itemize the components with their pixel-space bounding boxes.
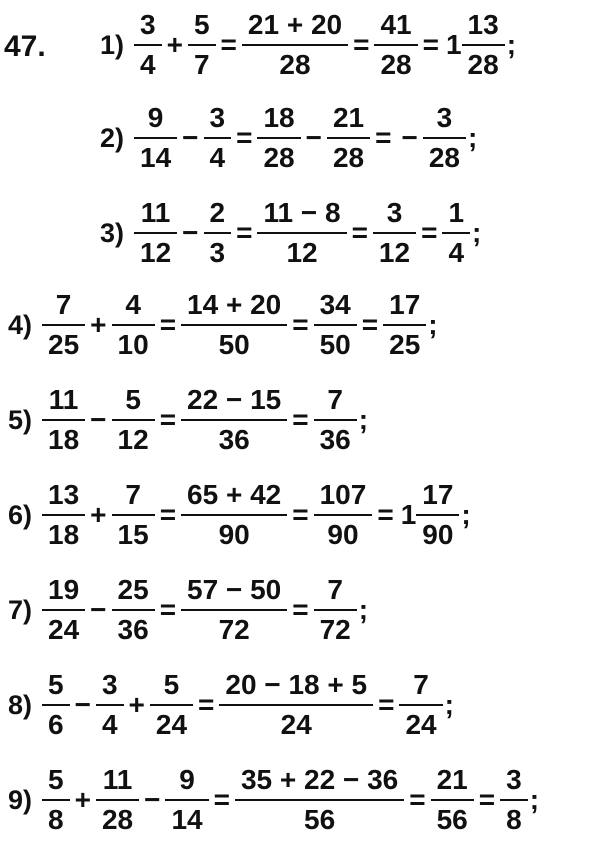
fraction: [260, 104, 297, 172]
denominator: 6: [42, 704, 70, 739]
operator: +: [74, 784, 91, 815]
numerator: 7: [55, 289, 72, 320]
denominator: 8: [500, 799, 528, 834]
operator: =: [351, 217, 368, 248]
numerator: 9: [179, 764, 195, 795]
operator: =: [375, 122, 392, 153]
fraction: [330, 104, 367, 172]
fraction: [184, 576, 284, 644]
operator: =: [159, 404, 177, 435]
operator: =: [409, 784, 426, 815]
equation-label: 2): [100, 122, 125, 153]
mixed-number: [444, 11, 505, 79]
fraction: [317, 481, 370, 549]
fraction: [386, 291, 423, 359]
denominator: 4: [134, 44, 162, 79]
operator: −: [74, 689, 91, 720]
fraction: [465, 11, 502, 79]
operator: =: [292, 499, 309, 530]
fraction: [426, 104, 463, 172]
numerator: 19: [48, 574, 80, 605]
fraction: [184, 386, 284, 454]
equation-row: [8, 475, 471, 555]
denominator: 90: [416, 514, 459, 549]
numerator: 21: [332, 102, 365, 133]
denominator: 18: [42, 419, 85, 454]
problem-number: 47.: [4, 30, 46, 63]
numerator: 5: [163, 669, 180, 700]
operator: =: [421, 217, 438, 248]
operator: =: [220, 29, 237, 60]
denominator: 12: [257, 232, 346, 267]
operator: =: [377, 499, 394, 530]
numerator: 25: [117, 574, 149, 605]
fraction: [137, 11, 159, 79]
denominator: 28: [242, 44, 348, 79]
operator: −: [90, 404, 107, 435]
denominator: 18: [42, 514, 85, 549]
fraction: [45, 386, 82, 454]
numerator: 1: [448, 197, 465, 228]
fraction: [137, 104, 174, 172]
fraction: [317, 291, 354, 359]
numerator: 4: [125, 289, 141, 320]
fraction: [115, 291, 152, 359]
fraction: [45, 576, 82, 644]
denominator: 25: [42, 324, 85, 359]
denominator: 28: [96, 799, 139, 834]
fraction: [45, 766, 67, 834]
fraction: [191, 11, 213, 79]
denominator: 28: [462, 44, 505, 79]
numerator: 7: [413, 669, 429, 700]
operator: =: [292, 309, 309, 340]
equation-row: [8, 760, 539, 840]
fraction: [317, 386, 354, 454]
operator: −: [401, 122, 418, 153]
denominator: 36: [112, 609, 155, 644]
fraction: [99, 671, 121, 739]
operator: −: [182, 217, 199, 248]
fraction: [207, 104, 229, 172]
denominator: 28: [327, 137, 370, 172]
fraction: [222, 671, 370, 739]
fraction: [115, 576, 152, 644]
denominator: 90: [314, 514, 373, 549]
mixed-number: [399, 481, 460, 549]
numerator: 13: [48, 479, 80, 510]
numerator: 5: [125, 384, 141, 415]
semicolon: ;: [461, 499, 471, 530]
operator: =: [361, 309, 379, 340]
numerator: 41: [380, 9, 412, 40]
denominator: 3: [204, 232, 232, 267]
fraction: [99, 766, 136, 834]
operator: =: [159, 499, 177, 530]
operator: =: [353, 29, 370, 60]
equation-label: 4): [8, 309, 33, 340]
numerator: 3: [209, 102, 226, 133]
numerator: 21 + 20: [247, 9, 343, 40]
equation-label: 1): [100, 29, 125, 60]
denominator: 8: [42, 799, 70, 834]
numerator: 5: [193, 9, 210, 40]
fraction: [317, 576, 354, 644]
operator: +: [90, 499, 107, 530]
denominator: 56: [431, 799, 474, 834]
denominator: 50: [314, 324, 357, 359]
numerator: 20 − 18 + 5: [225, 669, 368, 700]
numerator: 3: [386, 197, 403, 228]
operator: =: [478, 784, 496, 815]
operator: =: [422, 29, 439, 60]
operator: +: [166, 29, 183, 60]
numerator: 22 − 15: [187, 384, 282, 415]
fraction: [238, 766, 401, 834]
equation-label: 8): [8, 689, 33, 720]
denominator: 72: [181, 609, 287, 644]
operator: −: [90, 594, 107, 625]
numerator: 7: [125, 479, 141, 510]
operator: =: [292, 594, 309, 625]
denominator: 24: [42, 609, 85, 644]
numerator: 3: [506, 764, 522, 795]
equation-label: 7): [8, 594, 33, 625]
numerator: 14 + 20: [187, 289, 282, 320]
fraction: [503, 766, 525, 834]
numerator: 18: [263, 102, 295, 133]
denominator: 36: [181, 419, 287, 454]
equation-row: [8, 570, 368, 650]
numerator: 21: [436, 764, 468, 795]
equation-row: [100, 193, 481, 273]
equation-row: [8, 285, 438, 365]
fraction: [434, 766, 471, 834]
denominator: 28: [257, 137, 300, 172]
operator: +: [128, 689, 145, 720]
numerator: 65 + 42: [187, 479, 282, 510]
fraction: [445, 199, 467, 267]
semicolon: ;: [428, 309, 438, 340]
numerator: 107: [319, 479, 367, 510]
operator: −: [182, 122, 199, 153]
semicolon: ;: [358, 594, 369, 625]
denominator: 4: [204, 137, 232, 172]
denominator: 12: [134, 232, 177, 267]
denominator: 28: [423, 137, 466, 172]
denominator: 28: [374, 44, 417, 79]
equation-row: [100, 98, 477, 178]
operator: =: [236, 217, 253, 248]
numerator: 17: [389, 289, 421, 320]
denominator: 36: [314, 419, 357, 454]
semicolon: ;: [444, 689, 454, 720]
operator: =: [159, 594, 177, 625]
numerator: 5: [48, 764, 64, 795]
operator: =: [159, 309, 177, 340]
fraction: [45, 291, 82, 359]
numerator: 11: [48, 384, 79, 415]
fraction: [115, 481, 152, 549]
operator: −: [144, 784, 161, 815]
denominator: 10: [112, 324, 155, 359]
equation-label: 5): [8, 404, 33, 435]
denominator: 12: [373, 232, 416, 267]
denominator: 24: [399, 704, 442, 739]
semicolon: ;: [468, 122, 478, 153]
fraction: [419, 481, 456, 549]
fraction: [245, 11, 345, 79]
equation-label: 3): [100, 217, 125, 248]
numerator: 5: [48, 669, 64, 700]
fraction: [402, 671, 439, 739]
numerator: 7: [327, 574, 343, 605]
numerator: 17: [422, 479, 454, 510]
semicolon: ;: [529, 784, 540, 815]
denominator: 25: [383, 324, 426, 359]
numerator: 34: [319, 289, 351, 320]
numerator: 3: [140, 9, 156, 40]
fraction: [376, 199, 413, 267]
numerator: 57 − 50: [187, 574, 282, 605]
fraction: [207, 199, 229, 267]
denominator: 7: [188, 44, 216, 79]
numerator: 35 + 22 − 36: [240, 764, 399, 795]
denominator: 15: [112, 514, 155, 549]
numerator: 13: [467, 9, 499, 40]
equation-row: [8, 665, 454, 745]
numerator: 2: [209, 197, 226, 228]
fraction: [168, 766, 205, 834]
equation-row: [8, 380, 368, 460]
operator: =: [236, 122, 253, 153]
operator: +: [90, 309, 107, 340]
semicolon: ;: [472, 217, 482, 248]
denominator: 56: [235, 799, 404, 834]
numerator: 11: [102, 764, 133, 795]
operator: =: [292, 404, 309, 435]
fraction: [137, 199, 174, 267]
numerator: 3: [101, 669, 118, 700]
numerator: 11: [140, 197, 171, 228]
numerator: 3: [436, 102, 453, 133]
numerator: 11 − 8: [263, 197, 341, 228]
operator: =: [378, 689, 395, 720]
fraction: [184, 481, 284, 549]
equation-label: 9): [8, 784, 33, 815]
operator: =: [198, 689, 215, 720]
equation-label: 6): [8, 499, 33, 530]
denominator: 14: [165, 799, 208, 834]
denominator: 4: [96, 704, 124, 739]
fraction: [260, 199, 343, 267]
denominator: 4: [442, 232, 470, 267]
denominator: 14: [134, 137, 177, 172]
fraction: [45, 671, 67, 739]
denominator: 72: [314, 609, 357, 644]
fraction: [153, 671, 190, 739]
fraction: [377, 11, 414, 79]
fraction: [184, 291, 284, 359]
denominator: 90: [181, 514, 287, 549]
operator: −: [305, 122, 322, 153]
numerator: 7: [327, 384, 343, 415]
fraction: [115, 386, 152, 454]
denominator: 24: [150, 704, 193, 739]
equation-row: [100, 5, 516, 85]
fraction: [45, 481, 82, 549]
denominator: 24: [219, 704, 373, 739]
denominator: 50: [181, 324, 287, 359]
numerator: 9: [147, 102, 164, 133]
whole-part: 1: [400, 499, 417, 530]
denominator: 12: [112, 419, 155, 454]
whole-part: 1: [445, 29, 462, 60]
semicolon: ;: [506, 29, 517, 60]
semicolon: ;: [358, 404, 369, 435]
operator: =: [213, 784, 230, 815]
